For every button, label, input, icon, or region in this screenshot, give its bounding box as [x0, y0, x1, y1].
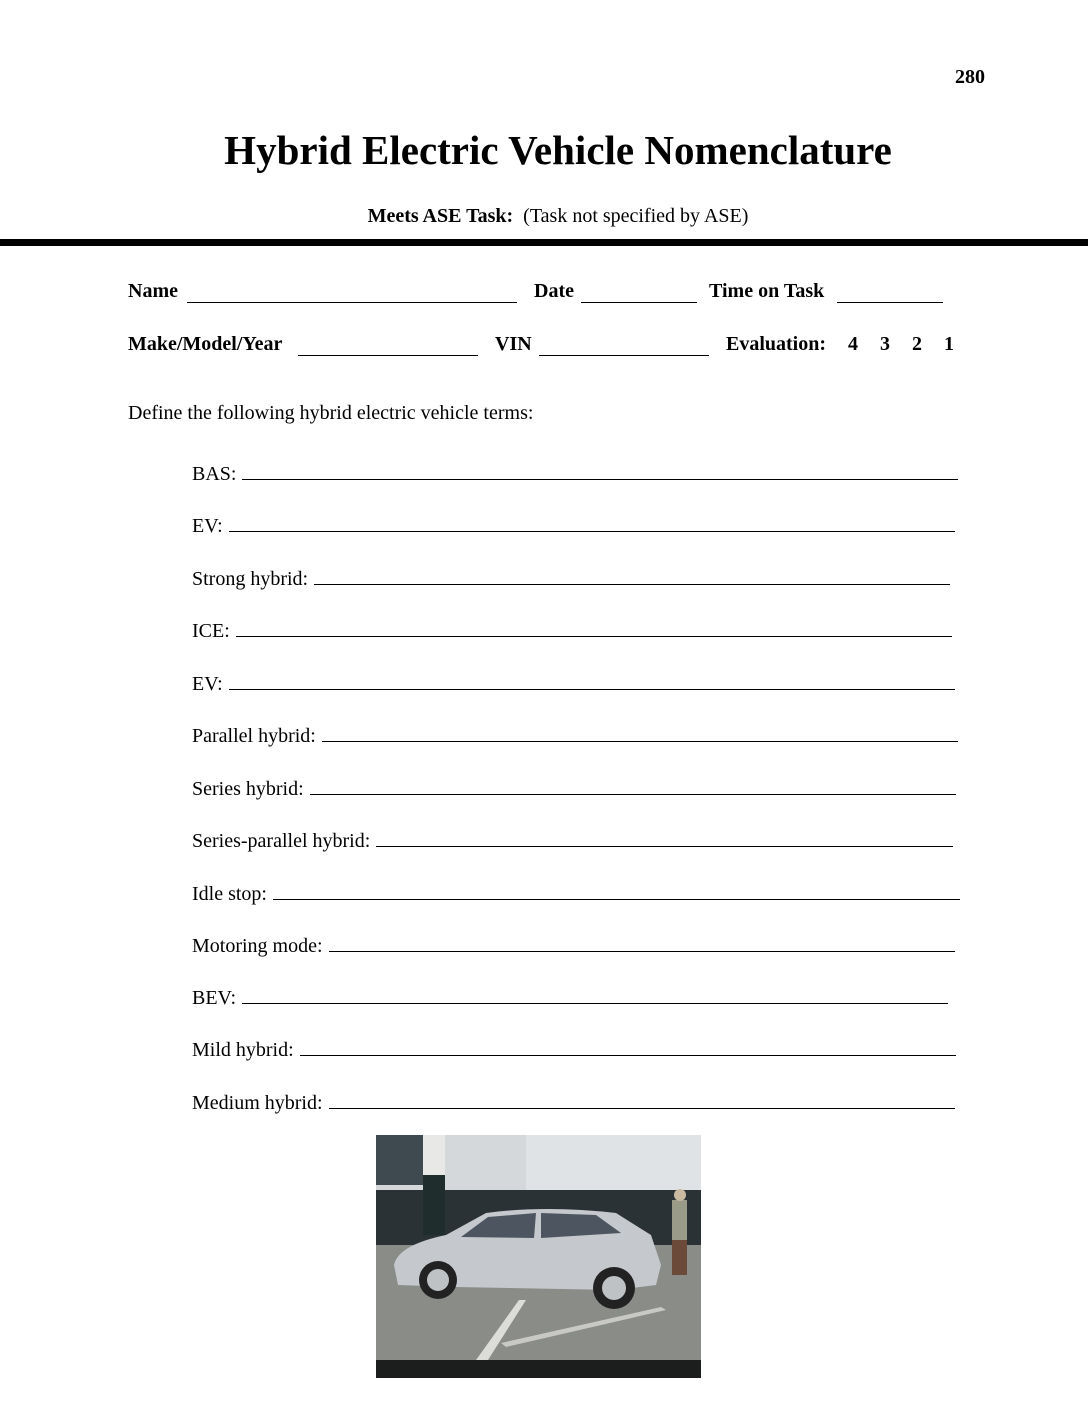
term-label: Idle stop:	[192, 883, 267, 905]
term-row	[192, 461, 958, 486]
date-label: Date	[534, 280, 574, 302]
term-label: BEV:	[192, 987, 237, 1009]
term-row	[192, 671, 955, 696]
name-label: Name	[128, 280, 178, 302]
evaluation-label: Evaluation:	[726, 333, 827, 355]
score-2[interactable]: 2	[912, 333, 922, 355]
term-definition-field[interactable]	[229, 671, 955, 690]
ase-task	[0, 205, 1088, 228]
page-number: 280	[955, 66, 985, 88]
term-definition-field[interactable]	[314, 566, 950, 585]
term-label: EV:	[192, 673, 223, 695]
term-label: BAS:	[192, 463, 237, 485]
term-label: EV:	[192, 515, 223, 537]
term-label: Series hybrid:	[192, 778, 304, 800]
term-label: Strong hybrid:	[192, 568, 309, 590]
term-row	[192, 828, 953, 853]
term-label: Medium hybrid:	[192, 1092, 323, 1114]
term-row	[192, 1037, 956, 1062]
term-row	[192, 933, 955, 958]
ase-task-label: Meets ASE Task:	[367, 205, 514, 227]
term-label: Mild hybrid:	[192, 1039, 294, 1061]
score-3[interactable]: 3	[880, 333, 890, 355]
term-row	[192, 985, 948, 1010]
term-label: Parallel hybrid:	[192, 725, 316, 747]
term-definition-field[interactable]	[376, 828, 953, 847]
term-definition-field[interactable]	[300, 1037, 956, 1056]
time-on-task-field[interactable]	[837, 284, 943, 303]
term-row	[192, 723, 958, 748]
term-row	[192, 1090, 955, 1115]
term-definition-field[interactable]	[236, 618, 952, 637]
header-divider	[0, 239, 1088, 246]
term-definition-field[interactable]	[242, 985, 948, 1004]
instructions: Define the following hybrid electric vehicle terms:	[128, 402, 534, 424]
term-definition-field[interactable]	[322, 723, 958, 742]
term-definition-field[interactable]	[273, 881, 960, 900]
date-field[interactable]	[581, 284, 697, 303]
name-field[interactable]	[187, 284, 517, 303]
ase-task-value: (Task not specified by ASE)	[523, 205, 749, 227]
make-model-year-label: Make/Model/Year	[128, 333, 283, 355]
term-definition-field[interactable]	[329, 1090, 955, 1109]
term-row	[192, 881, 960, 906]
term-row	[192, 618, 952, 643]
hybrid-car-photo	[376, 1135, 701, 1378]
page-title: Hybrid Electric Vehicle Nomenclature	[224, 127, 892, 173]
term-label: Series-parallel hybrid:	[192, 830, 371, 852]
term-label: Motoring mode:	[192, 935, 323, 957]
term-row	[192, 776, 956, 801]
vin-label: VIN	[495, 333, 532, 355]
term-row	[192, 566, 950, 591]
term-definition-field[interactable]	[310, 776, 956, 795]
time-on-task-label: Time on Task	[709, 280, 825, 302]
term-definition-field[interactable]	[329, 933, 955, 952]
make-model-year-field[interactable]	[298, 337, 478, 356]
term-label: ICE:	[192, 620, 230, 642]
term-definition-field[interactable]	[242, 461, 958, 480]
term-row	[192, 513, 955, 538]
score-4[interactable]: 4	[848, 333, 858, 355]
score-1[interactable]: 1	[944, 333, 954, 355]
vin-field[interactable]	[539, 337, 709, 356]
term-definition-field[interactable]	[229, 513, 955, 532]
